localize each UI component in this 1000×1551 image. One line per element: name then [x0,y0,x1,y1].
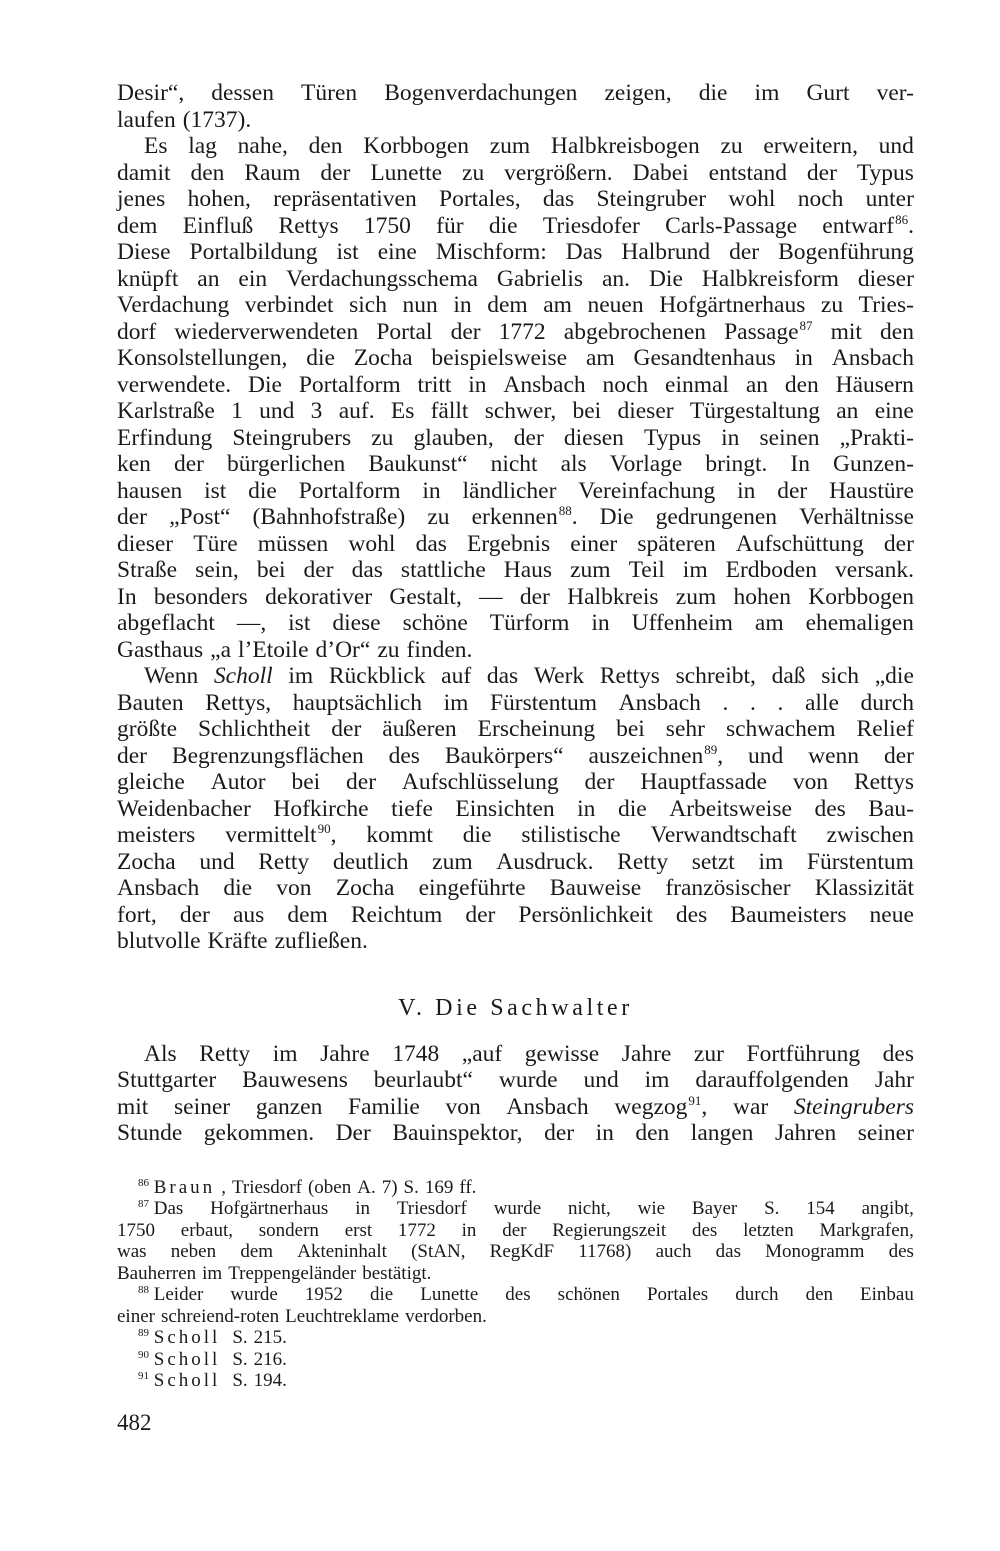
text-line: Gasthaus „a l’Etoile d’Or“ zu finden. [117,636,473,663]
text-line: knüpft an ein Verdachungsschema Gabrielis an. Die Halbkreisform dieser [117,265,914,292]
text-line: verwendete. Die Portalform tritt in Ansbach noch einmal an den Häusern [117,371,914,398]
text-line: Straße sein, bei der das stattliche Haus zum Teil im Erdboden versank. [117,557,914,583]
text-line: fort, der aus dem Reichtum der Persönlichkeit des Baumeisters neue [117,901,914,928]
footnote-87 [117,1198,914,1284]
footnote-88 [117,1284,914,1327]
text-line: der „Post“ (Bahnhofstraße) zu erkennen$^{88}$. Die gedrungenen Verhältnisse [117,503,914,530]
main-text [117,80,914,955]
text-line: Stuttgarter Bauwesens beurlaubt“ wurde und im darauffolgenden Jahr [117,1067,914,1093]
page-body [117,80,914,1392]
text-line: Verdachung verbindet sich nun in dem am neuen Hofgärtnerhaus zu Tries- [117,292,914,318]
text-line: Wenn Scholl im Rückblick auf das Werk Rettys schreibt, daß sich „die [144,663,914,689]
footnote-line: $^{87}$ Das Hofgärtnerhaus in Triesdorf wurde nicht, wie Bayer S. 154 angibt, [138,1198,914,1219]
footnote-line: 1750 erbaut, sondern erst 1772 in der Regierungszeit des letzten Markgrafen, [117,1219,914,1241]
text-line: meisters vermittelt$^{90}$, kommt die stilistische Verwandtschaft zwischen [117,821,914,848]
paragraph [117,663,914,955]
text-line: hausen ist die Portalform in ländlicher Vereinfachung in der Haustüre [117,477,914,504]
section-text [117,1041,914,1147]
text-line: dem Einfluß Rettys 1750 für die Triesdofer Carls-Passage entwarf$^{86}$. [117,211,914,239]
text-line: Desir“, dessen Türen Bogenverdachungen zeigen, die im Gurt ver- [117,80,914,106]
text-line: Erfindung Steingrubers zu glauben, der diesen Typus in seinen „Prakti- [117,424,914,451]
text-line: Stunde gekommen. Der Bauinspektor, der in den langen Jahren seiner [117,1120,914,1146]
footnote-89 [117,1327,914,1349]
text-line: größte Schlichtheit der äußeren Erscheinung bei sehr schwachem Relief [117,716,914,742]
page-number: 482 [117,1410,152,1435]
paragraph [117,80,914,133]
text-line: Bauten Rettys, hauptsächlich im Fürstentum Ansbach . . . alle durch [117,689,914,716]
footnote-line: $^{89}$ Scholl S. 215. [138,1327,287,1348]
footnote-90 [117,1349,914,1371]
text-line: Als Retty im Jahre 1748 „auf gewisse Jahre zur Fortführung des [144,1040,914,1067]
section-heading: V. Die Sachwalter [398,994,633,1021]
text-line: Weidenbacher Hofkirche tiefe Einsichten in die Arbeitsweise des Bau- [117,795,914,822]
text-line: Diese Portalbildung ist eine Mischform: Das Halbrund der Bogenführung [117,239,914,265]
text-line: mit seiner ganzen Familie von Ansbach wegzog$^{91}$, war Steingrubers [117,1092,914,1120]
text-line: Konsolstellungen, die Zocha beispielsweise am Gesandtenhaus in Ansbach [117,345,914,371]
footnote-line: Bauherren im Treppengeländer bestätigt. [117,1262,432,1284]
paragraph [117,133,914,663]
footnote-line: $^{90}$ Scholl S. 216. [138,1348,287,1370]
text-line: abgeflacht —, ist diese schöne Türform in Uffenheim am ehemaligen [117,610,914,636]
text-line: blutvolle Kräfte zufließen. [117,928,368,954]
text-line: gleiche Autor bei der Aufschlüsselung der Hauptfassade von Rettys [117,769,914,795]
text-line: dorf wiederverwendeten Portal der 1772 abgebrochenen Passage$^{87}$ mit den [117,317,914,345]
text-line: Karlstraße 1 und 3 auf. Es fällt schwer, bei dieser Türgestaltung an eine [117,398,914,424]
text-line: der Begrenzungsflächen des Baukörpers“ auszeichnen$^{89}$, und wenn der [117,741,914,769]
footnote-91 [117,1370,914,1392]
footnote-line: $^{88}$ Leider wurde 1952 die Lunette des schönen Portales durch den Einbau [138,1284,914,1305]
footnotes [117,1177,914,1392]
text-line: dieser Türe müssen wohl das Ergebnis einer späteren Aufschüttung der [117,530,914,557]
text-line: ken der bürgerlichen Baukunst“ nicht als Vorlage bringt. In Gunzen- [117,451,914,477]
text-line: Ansbach die von Zocha eingeführte Bauweise französischer Klassizität [117,875,914,901]
text-line: damit den Raum der Lunette zu vergrößern. Dabei entstand der Typus [117,159,914,186]
footnote-line: einer schreiend-roten Leuchtreklame verdorben. [117,1305,487,1327]
text-line: Zocha und Retty deutlich zum Ausdruck. Retty setzt im Fürstentum [117,848,914,875]
text-line: In besonders dekorativer Gestalt, — der Halbkreis zum hohen Korbbogen [117,583,914,610]
footnote-line: $^{86}$ Braun , Triesdorf (oben A. 7) S. 169 ff. [138,1176,477,1198]
text-line: laufen (1737). [117,106,252,133]
footnote-line: was neben dem Akteninhalt (StAN, RegKdF 11768) auch das Monogramm des [117,1241,914,1262]
footnote-86 [117,1177,914,1199]
footnote-line: $^{91}$ Scholl S. 194. [138,1370,287,1391]
text-line: Es lag nahe, den Korbbogen zum Halbkreisbogen zu erweitern, und [144,133,914,159]
text-line: jenes hohen, repräsentativen Portales, das Steingruber wohl noch unter [117,186,914,212]
